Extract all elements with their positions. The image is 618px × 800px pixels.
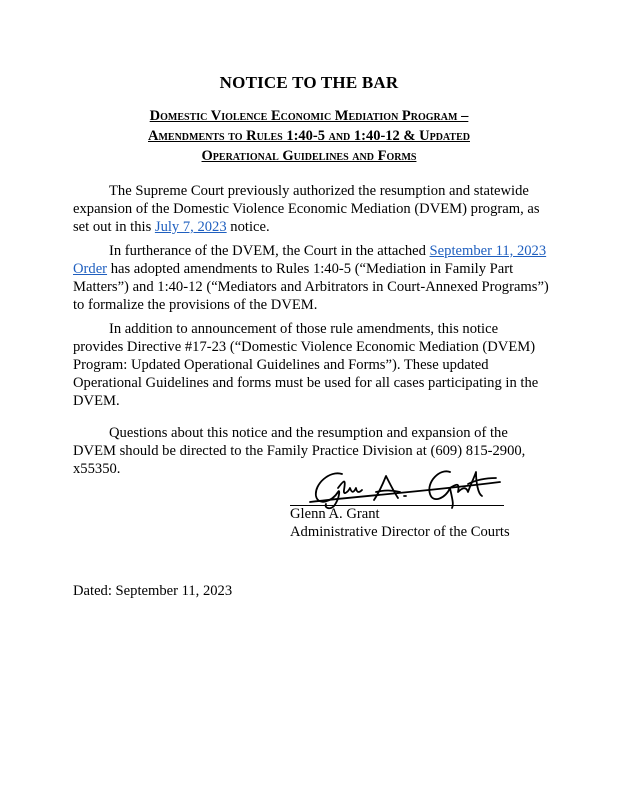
notice-title: NOTICE TO THE BAR bbox=[219, 73, 399, 92]
paragraph-1 bbox=[73, 182, 551, 236]
paragraph-2 bbox=[73, 242, 551, 314]
paragraph-2-text-end: has adopted amendments to Rules 1:40-5 (“Mediation in Family Part Matters”) and 1:40-12 (“Mediators and Arbitrators in Court-Annexed Programs”) to formalize the provisions of the DVEM. bbox=[73, 261, 549, 313]
signer-title: Administrative Director of the Courts bbox=[290, 524, 510, 540]
subject-heading bbox=[60, 106, 558, 166]
signer-name: Glenn A. Grant bbox=[290, 506, 380, 522]
july-7-notice-link[interactable]: July 7, 2023 bbox=[154, 219, 227, 235]
paragraph-4: Questions about this notice and the resumption and expansion of the DVEM should be directed to the Family Practice Division at (609) 815-2900, x55350. bbox=[73, 425, 526, 477]
subject-line-1: Domestic Violence Economic Mediation Program – bbox=[149, 108, 469, 124]
paragraph-2-text: In furtherance of the DVEM, the Court in the attached bbox=[109, 243, 430, 259]
paragraph-3: In addition to announcement of those rule amendments, this notice provides Directive #17-23 (“Domestic Violence Economic Mediation (DVEM) Program: Updated Operational Guidelines and Forms”). These updated Operational Guidelines and forms must be used for all cases participating in the DVEM. bbox=[73, 321, 539, 409]
paragraph-1-text-end: notice. bbox=[226, 219, 270, 235]
subject-line-2: Amendments to Rules 1:40-5 and 1:40-12 & Updated bbox=[148, 128, 470, 144]
september-11-order-link[interactable]: September 11, 2023 Order bbox=[73, 243, 547, 277]
subject-line-3: Operational Guidelines and Forms bbox=[201, 148, 417, 164]
paragraph-1-text: The Supreme Court previously authorized the resumption and statewide expansion of the Domestic Violence Economic Mediation (DVEM) program, as set out in this bbox=[73, 183, 540, 235]
signer-block bbox=[290, 505, 510, 541]
dated-line: Dated: September 11, 2023 bbox=[73, 583, 233, 599]
